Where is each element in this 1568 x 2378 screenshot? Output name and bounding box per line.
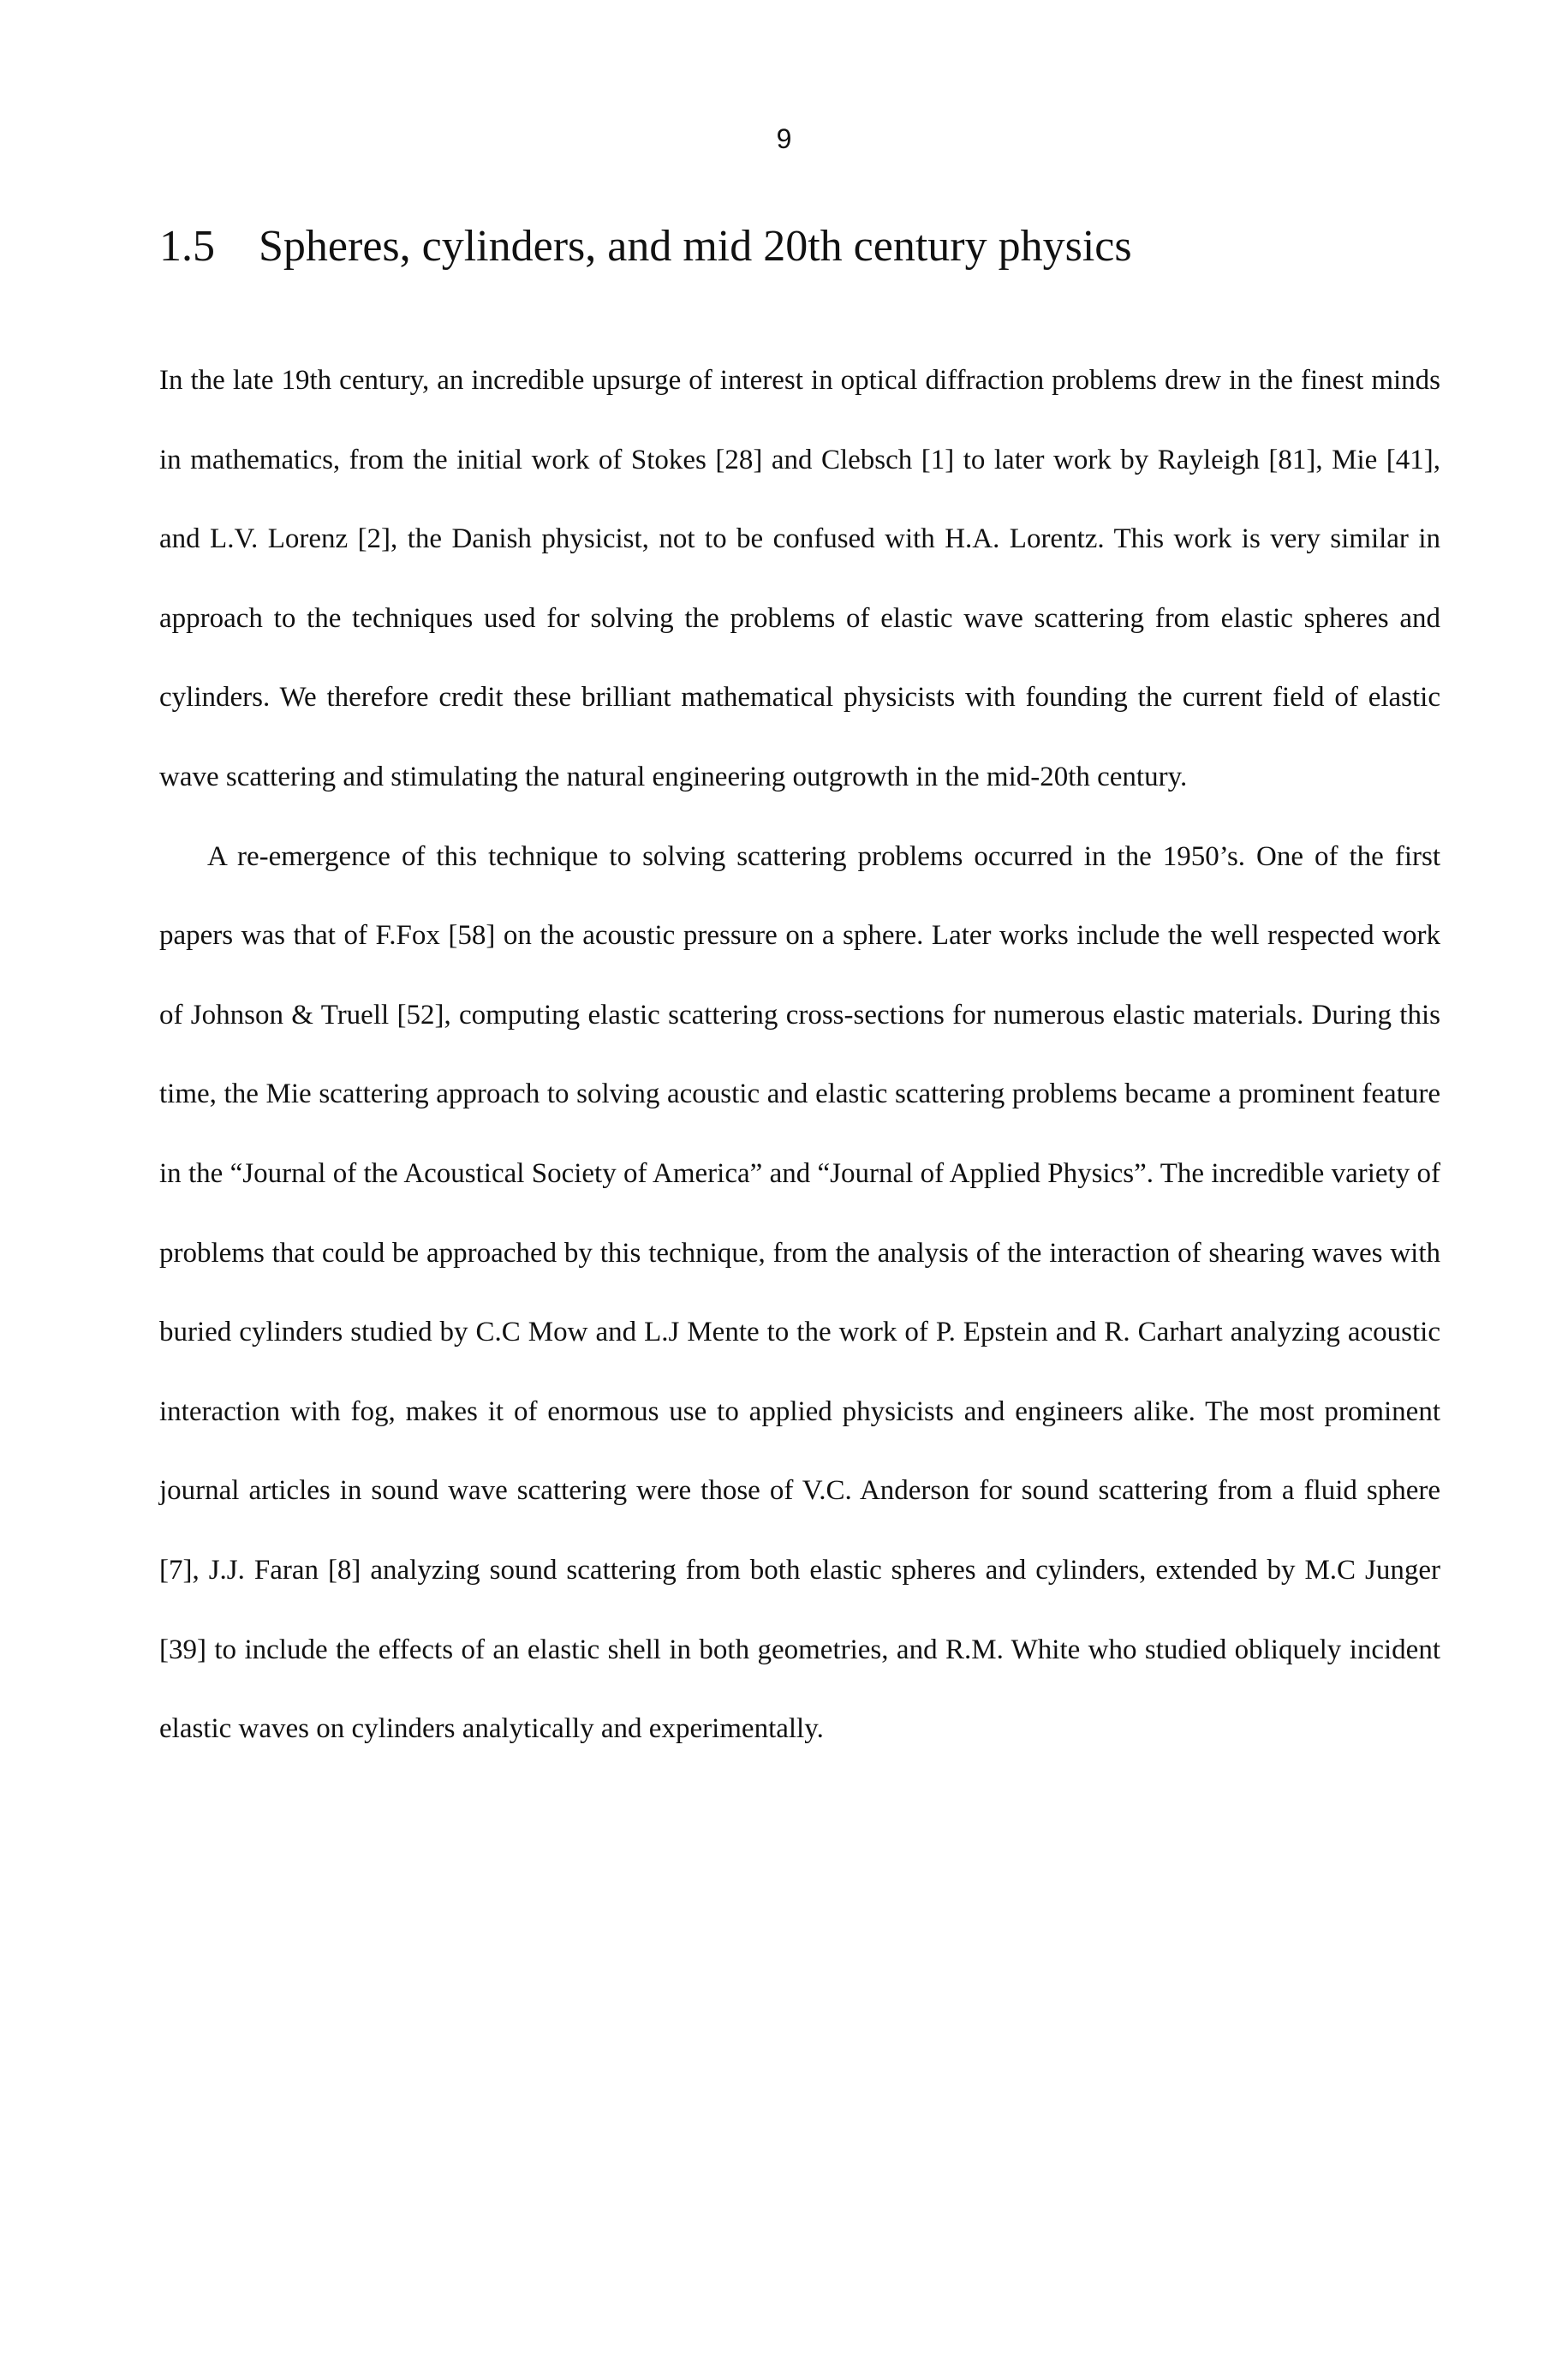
page-number: 9 (776, 123, 792, 154)
paragraph-1950s-scattering-work: A re-emergence of this technique to solving scattering problems occurred in the 1950’s. One of the first papers was that of F.Fox [58] on the acoustic pressure on a sphere. Later works include the well respected work of Johnson & Truell [52], computing elastic scattering cross-sections for numerous elastic materials. During this time, the Mie scattering approach to solving acoustic and elastic scattering problems became a prominent feature in the “Journal of the Acoustical Society of America” and “Journal of Applied Physics”. The incredible variety of problems that could be approached by this technique, from the analysis of the interaction of shearing waves with buried cylinders studied by C.C Mow and L.J Mente to the work of P. Epstein and R. Carhart analyzing acoustic interaction with fog, makes it of enormous use to applied physicists and engineers alike. The most prominent journal articles in sound wave scattering were those of V.C. Anderson for sound scattering from a fluid sphere [7], J.J. Faran [8] analyzing sound scattering from both elastic spheres and cylinders, extended by M.C Junger [39] to include the effects of an elastic shell in both geometries, and R.M. White who studied obliquely incident elastic waves on cylinders analytically and experimentally. (159, 840, 1440, 1745)
section-number: 1.5 (159, 222, 215, 271)
section-heading (159, 219, 1410, 274)
section-title: Spheres, cylinders, and mid 20th century physics (259, 222, 1132, 271)
body-text (159, 341, 1440, 1769)
paragraph-optical-diffraction-history: In the late 19th century, an incredible upsurge of interest in optical diffraction problems drew in the finest minds in mathematics, from the initial work of Stokes [28] and Clebsch [1] to later work by Rayleigh [81], Mie [41], and L.V. Lorenz [2], the Danish physicist, not to be confused with H.A. Lorentz. This work is very similar in approach to the techniques used for solving the problems of elastic wave scattering from elastic spheres and cylinders. We therefore credit these brilliant mathematical physicists with founding the current field of elastic wave scattering and stimulating the natural engineering outgrowth in the mid-20th century. (159, 365, 1440, 792)
